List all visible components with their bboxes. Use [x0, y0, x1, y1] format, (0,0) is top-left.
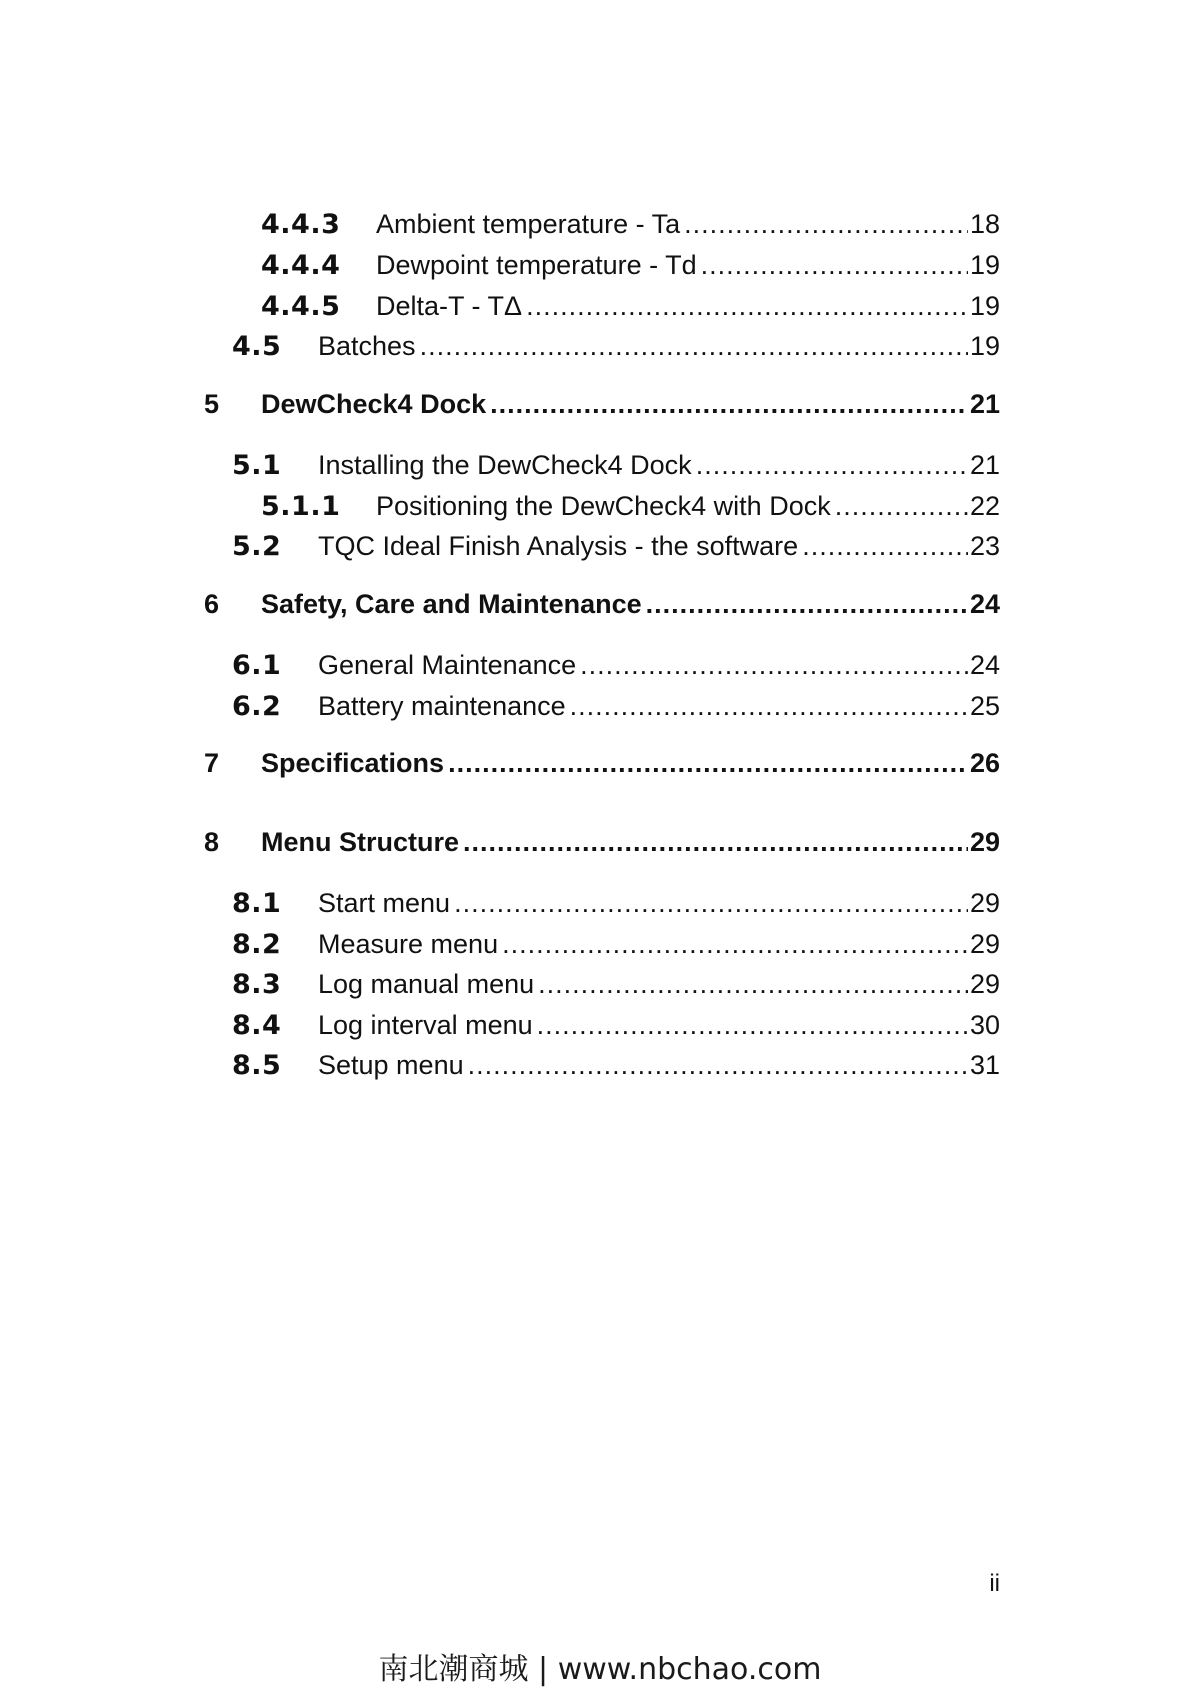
- toc-leader-dots: [420, 326, 968, 366]
- toc-leader-dots: [646, 584, 968, 624]
- toc-entry-title: Setup menu: [318, 1050, 464, 1080]
- toc-entry-title: Specifications: [261, 748, 445, 778]
- toc-entry[interactable]: [261, 486, 1000, 526]
- toc-entry[interactable]: [232, 526, 1000, 566]
- toc-entry[interactable]: [232, 686, 1000, 726]
- toc-entry-number: 4.5: [232, 331, 282, 362]
- toc-leader-dots: [570, 686, 968, 726]
- toc-leader-dots: [802, 526, 968, 566]
- toc-entry-page: 18: [969, 209, 1000, 239]
- toc-chapter-entry[interactable]: [204, 584, 1000, 624]
- toc-entry[interactable]: [261, 245, 1000, 285]
- toc-entry-page: 29: [969, 888, 1000, 918]
- toc-leader-dots: [526, 286, 968, 326]
- toc-entry-page: 19: [969, 331, 1000, 361]
- toc-leader-dots: [538, 964, 968, 1004]
- toc-entry-page: 25: [969, 691, 1000, 721]
- toc-entry[interactable]: [232, 883, 1000, 923]
- toc-entry-page: 29: [969, 929, 1000, 959]
- toc-entry-number: 5.1.1: [261, 491, 341, 522]
- toc-entry-number: 8.2: [232, 929, 282, 960]
- toc-entry-title: Dewpoint temperature - Td: [376, 250, 697, 280]
- toc-entry-title: Positioning the DewCheck4 with Dock: [376, 491, 831, 521]
- toc-leader-dots: [835, 486, 968, 526]
- toc-entry[interactable]: [232, 326, 1000, 366]
- toc-entry-number: 6.2: [232, 691, 282, 722]
- toc-entry-number: 5.2: [232, 531, 282, 562]
- toc-entry-number: 4.4.4: [261, 250, 341, 281]
- toc-entry-page: 24: [969, 650, 1000, 680]
- toc-entry[interactable]: [232, 1045, 1000, 1085]
- toc-entry[interactable]: [232, 645, 1000, 685]
- toc-entry-page: 22: [969, 491, 1000, 521]
- toc-entry-title: General Maintenance: [318, 650, 577, 680]
- toc-entry-number: 7: [204, 748, 220, 778]
- toc-entry[interactable]: [232, 1005, 1000, 1045]
- toc-entry-number: 6.1: [232, 650, 282, 681]
- toc-leader-dots: [468, 1045, 968, 1085]
- toc-entry-number: 5.1: [232, 450, 282, 481]
- toc-entry-number: 8: [204, 827, 220, 857]
- toc-entry[interactable]: [232, 445, 1000, 485]
- toc-entry-title: TQC Ideal Finish Analysis - the software: [318, 531, 799, 561]
- toc-leader-dots: [490, 384, 968, 424]
- toc-entry-page: 30: [969, 1010, 1000, 1040]
- toc-entry-title: Installing the DewCheck4 Dock: [318, 450, 692, 480]
- toc-entry-title: Log interval menu: [318, 1010, 533, 1040]
- toc-entry-page: 23: [969, 531, 1000, 561]
- toc-leader-dots: [701, 245, 968, 285]
- toc-chapter-entry[interactable]: [204, 743, 1000, 783]
- footer-watermark: 南北潮商城 | www.nbchao.com: [378, 1652, 822, 1687]
- toc-entry-title: DewCheck4 Dock: [261, 389, 487, 419]
- toc-entry-number: 6: [204, 589, 220, 619]
- toc-leader-dots: [448, 743, 968, 783]
- toc-entry-title: Menu Structure: [261, 827, 460, 857]
- toc-entry-title: Delta-T - TΔ: [376, 291, 523, 321]
- toc-entry-number: 8.5: [232, 1050, 282, 1081]
- toc-entry[interactable]: [232, 964, 1000, 1004]
- toc-entry-title: Batches: [318, 331, 416, 361]
- toc-leader-dots: [454, 883, 968, 923]
- toc-entry-title: Battery maintenance: [318, 691, 566, 721]
- toc-chapter-entry[interactable]: [204, 822, 1000, 862]
- toc-entry-page: 19: [969, 291, 1000, 321]
- toc-entry-number: 8.3: [232, 969, 282, 1000]
- toc-entry-page: 24: [969, 589, 1000, 619]
- toc-entry-title: Ambient temperature - Ta: [376, 209, 681, 239]
- toc-entry-page: 21: [969, 450, 1000, 480]
- toc-entry-number: 5: [204, 389, 220, 419]
- toc-entry-page: 31: [969, 1050, 1000, 1080]
- toc-entry-title: Start menu: [318, 888, 451, 918]
- toc-chapter-entry[interactable]: [204, 384, 1000, 424]
- toc-entry-page: 19: [969, 250, 1000, 280]
- toc-entry[interactable]: [232, 924, 1000, 964]
- toc-entry[interactable]: [261, 286, 1000, 326]
- toc-entry-page: 29: [969, 827, 1000, 857]
- toc-entry-title: Measure menu: [318, 929, 499, 959]
- toc-entry-number: 4.4.3: [261, 209, 341, 240]
- page-number: ii: [989, 1570, 1000, 1597]
- toc-entry-title: Safety, Care and Maintenance: [261, 589, 642, 619]
- toc-leader-dots: [463, 822, 968, 862]
- toc-leader-dots: [696, 445, 968, 485]
- toc-entry-number: 8.1: [232, 888, 282, 919]
- toc-entry-title: Log manual menu: [318, 969, 535, 999]
- toc-entry-number: 4.4.5: [261, 291, 341, 322]
- toc-entry-page: 26: [969, 748, 1000, 778]
- toc-entry-number: 8.4: [232, 1010, 282, 1041]
- toc-leader-dots: [580, 645, 968, 685]
- toc-leader-dots: [502, 924, 968, 964]
- toc-entry-page: 29: [969, 969, 1000, 999]
- toc-leader-dots: [537, 1005, 968, 1045]
- toc-leader-dots: [684, 204, 968, 244]
- toc-entry-page: 21: [969, 389, 1000, 419]
- toc-entry[interactable]: [261, 204, 1000, 244]
